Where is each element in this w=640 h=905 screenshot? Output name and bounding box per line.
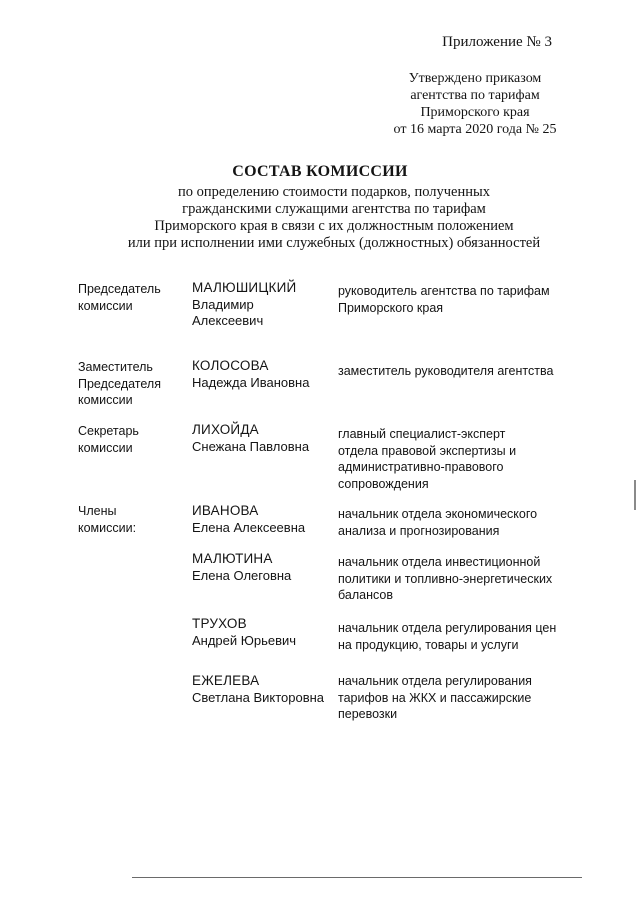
member-given-name: Елена Олеговна	[192, 567, 292, 583]
subtitle-line: гражданскими служащими агентства по тарифам	[182, 201, 486, 217]
approval-block	[375, 70, 575, 138]
member-position	[338, 363, 553, 380]
member-role	[78, 423, 139, 456]
member-surname: ЕЖЕЛЕВА	[192, 673, 260, 688]
member-position	[338, 554, 552, 604]
position-line: руководитель агентства по тарифам	[338, 284, 550, 298]
position-line: заместитель руководителя агентства	[338, 364, 554, 378]
position-line: тарифов на ЖКХ и пассажирские	[338, 690, 532, 705]
scan-edge-mark	[634, 480, 636, 510]
member-position	[338, 283, 550, 316]
role-line: Председателя	[78, 376, 161, 391]
member-surname: МАЛЮТИНА	[192, 551, 273, 566]
role-line: комиссии:	[78, 520, 137, 535]
role-line: Председатель	[78, 282, 161, 296]
position-line: на продукцию, товары и услуги	[338, 637, 519, 652]
subtitle-line: или при исполнении ими служебных (должностных) обязанностей	[127, 235, 541, 251]
position-line: главный специалист-эксперт	[338, 427, 506, 441]
document-title: СОСТАВ КОМИССИИ	[232, 163, 408, 180]
position-line: отдела правовой экспертизы и	[338, 443, 517, 458]
appendix-number: Приложение № 3	[442, 34, 552, 50]
member-given-name: Елена Алексеевна	[192, 519, 306, 535]
member-position	[338, 426, 516, 492]
subtitle-line: по определению стоимости подарков, полученных	[178, 184, 490, 200]
member-given-name: Андрей Юрьевич	[192, 632, 297, 648]
member-name	[192, 422, 309, 455]
role-line: комиссии	[78, 393, 133, 407]
member-given-name: Надежда Ивановна	[192, 374, 310, 390]
member-surname: ЛИХОЙДА	[192, 422, 259, 437]
member-name	[192, 673, 324, 706]
member-position	[338, 620, 556, 653]
role-line: комиссии	[78, 440, 133, 455]
member-surname: КОЛОСОВА	[192, 358, 269, 373]
document-subtitle	[0, 184, 640, 252]
member-role	[78, 359, 161, 409]
member-position	[338, 673, 532, 723]
approval-line: Приморского края	[420, 105, 530, 120]
position-line: Приморского края	[338, 300, 444, 315]
member-given-name: Светлана Викторовна	[192, 689, 325, 705]
subtitle-line: Приморского края в связи с их должностным положением	[154, 218, 514, 234]
member-given-name: Снежана Павловна	[192, 438, 310, 454]
member-surname: МАЛЮШИЦКИЙ	[192, 280, 297, 295]
member-name	[192, 280, 296, 330]
member-role	[78, 503, 136, 536]
position-line: политики и топливно-энергетических	[338, 571, 553, 586]
position-line: балансов	[338, 588, 393, 602]
approval-line: агентства по тарифам	[410, 88, 540, 103]
member-given-name: Владимир	[192, 296, 254, 312]
position-line: анализа и прогнозирования	[338, 523, 500, 538]
position-line: начальник отдела регулирования цен	[338, 621, 557, 635]
member-given-name: Алексеевич	[192, 313, 264, 328]
position-line: административно-правового	[338, 460, 504, 474]
role-line: Секретарь	[78, 424, 139, 438]
position-line: сопровождения	[338, 476, 429, 491]
member-name	[192, 358, 309, 391]
member-surname: ИВАНОВА	[192, 503, 259, 518]
member-name	[192, 616, 296, 649]
role-line: Члены	[78, 504, 117, 518]
member-name	[192, 551, 291, 584]
page-bottom-divider	[132, 877, 582, 878]
member-role	[78, 281, 161, 314]
approval-line: от 16 марта 2020 года № 25	[393, 122, 557, 137]
member-name	[192, 503, 305, 536]
role-line: комиссии	[78, 298, 133, 313]
position-line: начальник отдела инвестиционной	[338, 555, 541, 569]
position-line: начальник отдела регулирования	[338, 674, 532, 688]
position-line: перевозки	[338, 707, 398, 721]
role-line: Заместитель	[78, 360, 153, 374]
approval-line: Утверждено приказом	[408, 71, 542, 86]
member-position	[338, 506, 537, 539]
position-line: начальник отдела экономического	[338, 507, 538, 521]
member-surname: ТРУХОВ	[192, 616, 247, 631]
